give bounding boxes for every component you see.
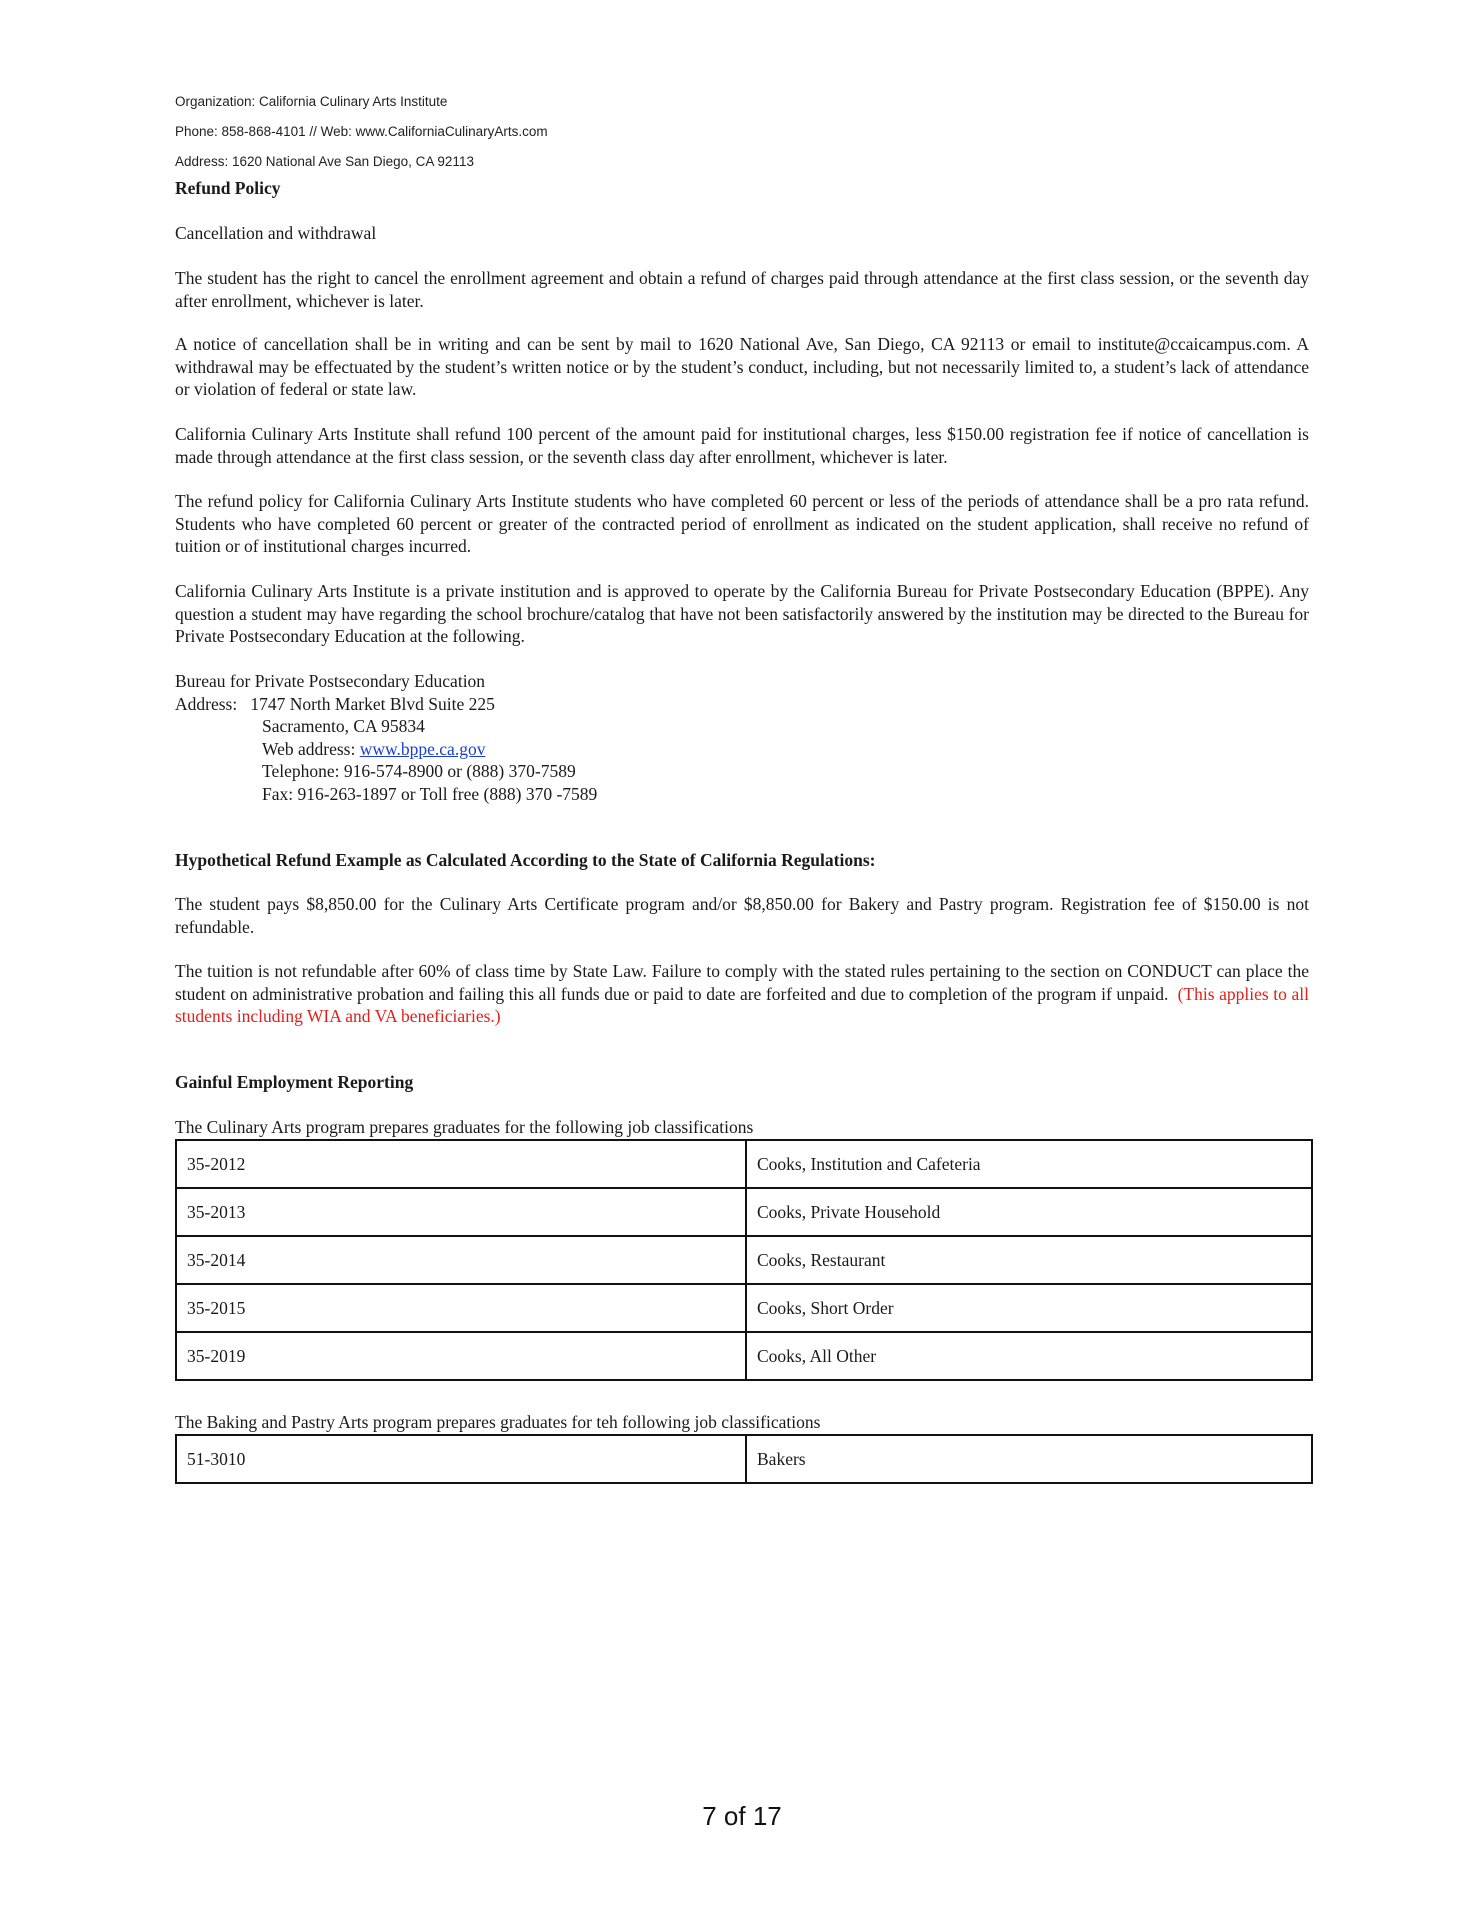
baking-job-table bbox=[175, 1434, 1313, 1484]
web-address-line bbox=[175, 738, 1309, 761]
bppe-website-link[interactable]: www.bppe.ca.gov bbox=[359, 738, 486, 759]
job-code: 51-3010 bbox=[176, 1435, 746, 1483]
job-title: Cooks, Private Household bbox=[746, 1188, 1312, 1236]
refund-paragraph-4: The refund policy for California Culinary Arts Institute students who have completed 60 percent or less of the periods of attendance shall be a pro rata refund. Students who have completed 60 percent or greater of the contracted period of enrollment as indicated on the student application, shall receive no refund of tuition or of institutional charges incurred. bbox=[175, 491, 1309, 556]
job-code: 35-2013 bbox=[176, 1188, 746, 1236]
job-code: 35-2019 bbox=[176, 1332, 746, 1380]
wia-va-note: (This applies to all students including WIA and VA beneficiaries.) bbox=[175, 983, 1310, 1026]
refund-example-paragraph-1: The student pays $8,850.00 for the Culinary Arts Certificate program and/or $8,850.00 for Bakery and Pastry program. Registration fee of $150.00 is not refundable. bbox=[175, 894, 1309, 937]
table-row bbox=[176, 1435, 1312, 1483]
table-row bbox=[176, 1140, 1312, 1188]
fax-line: Fax: 916-263-1897 or Toll free (888) 370 -7589 bbox=[262, 783, 598, 804]
table-row bbox=[176, 1284, 1312, 1332]
job-title: Cooks, Restaurant bbox=[746, 1236, 1312, 1284]
job-title: Bakers bbox=[746, 1435, 1312, 1483]
culinary-intro: The Culinary Arts program prepares graduates for the following job classifications bbox=[175, 1117, 754, 1137]
header-organization: Organization: California Culinary Arts Institute bbox=[175, 94, 448, 109]
address-label: Address: bbox=[175, 693, 238, 714]
job-title: Cooks, All Other bbox=[746, 1332, 1312, 1380]
refund-example-heading: Hypothetical Refund Example as Calculated According to the State of California Regulations: bbox=[175, 850, 876, 870]
web-label: Web address: bbox=[262, 738, 356, 759]
table-row bbox=[176, 1332, 1312, 1380]
cancellation-subtitle: Cancellation and withdrawal bbox=[175, 223, 377, 243]
address-line-2: Sacramento, CA 95834 bbox=[262, 716, 425, 736]
refund-paragraph-5: California Culinary Arts Institute is a private institution and is approved to operate by the California Bureau for Private Postsecondary Education (BPPE). Any question a student may have regarding the school brochure/catalog that have not been satisfactorily answered by the institution may be directed to the Bureau for Private Postsecondary Education at the following. bbox=[175, 581, 1309, 646]
job-title: Cooks, Short Order bbox=[746, 1284, 1312, 1332]
table-row bbox=[176, 1188, 1312, 1236]
header-phone-web: Phone: 858-868-4101 // Web: www.CaliforniaCulinaryArts.com bbox=[175, 124, 548, 139]
refund-example-text: The tuition is not refundable after 60% of class time by State Law. Failure to comply with the stated rules pertaining to the section on CONDUCT can place the student on administrative probation and failing this all funds due or paid to date are forfeited and due to completion of the program if unpaid. bbox=[175, 961, 1309, 1004]
header-address: Address: 1620 National Ave San Diego, CA 92113 bbox=[175, 154, 474, 169]
bureau-address-line bbox=[175, 693, 1309, 716]
job-code: 35-2015 bbox=[176, 1284, 746, 1332]
address-line-1: 1747 North Market Blvd Suite 225 bbox=[250, 693, 495, 714]
refund-paragraph-2: A notice of cancellation shall be in writing and can be sent by mail to 1620 National Ave, San Diego, CA 92113 or email to institute@ccaicampus.com. A withdrawal may be effectuated by the student’s written notice or by the student’s conduct, including, but not necessarily limited to, a student’s lack of attendance or violation of federal or state law. bbox=[175, 334, 1309, 399]
telephone-line: Telephone: 916-574-8900 or (888) 370-7589 bbox=[262, 761, 576, 781]
job-code: 35-2012 bbox=[176, 1140, 746, 1188]
refund-example-paragraph-2 bbox=[175, 960, 1309, 1028]
refund-paragraph-3: California Culinary Arts Institute shall refund 100 percent of the amount paid for institutional charges, less $150.00 registration fee if notice of cancellation is made through attendance at the first class session, or the seventh class day after enrollment, whichever is later. bbox=[175, 424, 1309, 467]
bureau-name: Bureau for Private Postsecondary Education bbox=[175, 671, 486, 691]
job-title: Cooks, Institution and Cafeteria bbox=[746, 1140, 1312, 1188]
refund-paragraph-1: The student has the right to cancel the enrollment agreement and obtain a refund of charges paid through attendance at the first class session, or the seventh day after enrollment, whichever is later. bbox=[175, 268, 1309, 311]
job-code: 35-2014 bbox=[176, 1236, 746, 1284]
refund-policy-title: Refund Policy bbox=[175, 178, 281, 198]
gainful-employment-heading: Gainful Employment Reporting bbox=[175, 1072, 414, 1092]
table-row bbox=[176, 1236, 1312, 1284]
bureau-contact bbox=[175, 670, 1309, 805]
page-number: 7 of 17 bbox=[702, 1801, 782, 1831]
baking-intro: The Baking and Pastry Arts program prepares graduates for teh following job classifications bbox=[175, 1412, 821, 1432]
culinary-job-table bbox=[175, 1139, 1313, 1381]
